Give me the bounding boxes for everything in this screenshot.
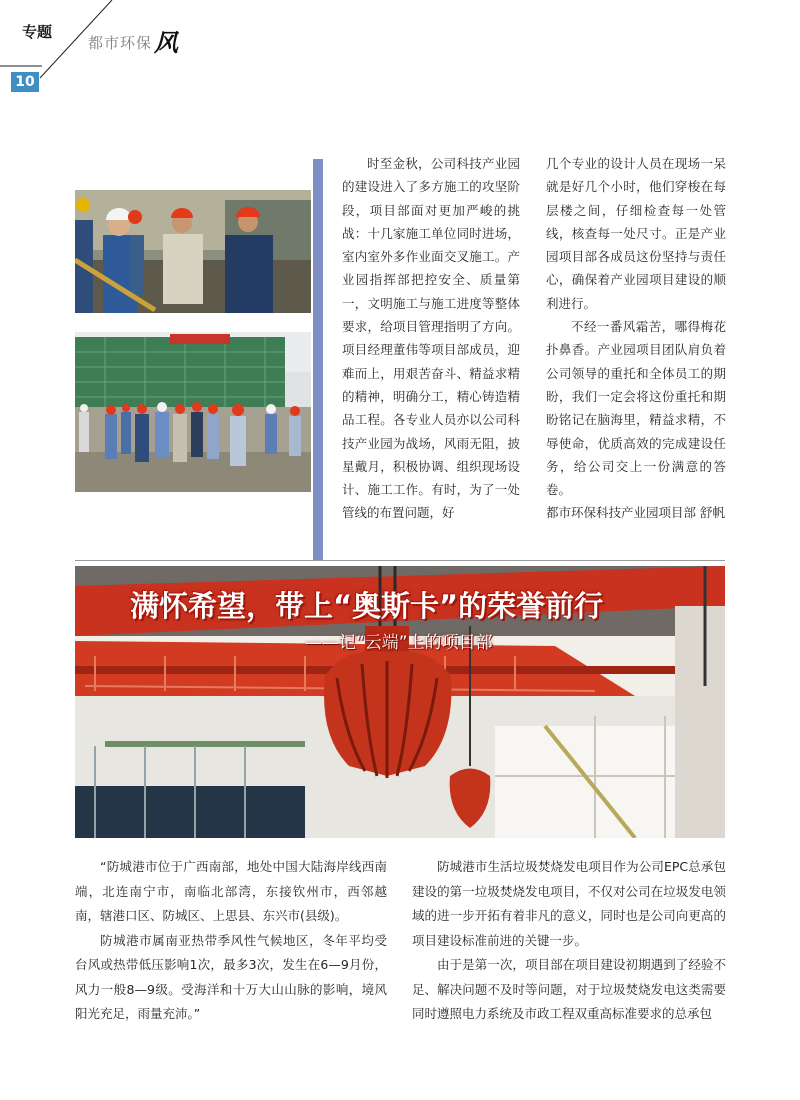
paragraph: 几个专业的设计人员在现场一呆就是好几个小时，他们穿梭在每层楼之间，仔细检查每一处管线，核查每一处尺寸。正是产业园项目部各成员这份坚持与责任心，确保着产业园项目建设的顺利进行。	[546, 156, 726, 311]
banner-subtitle: ——记“云端”上的项目部	[305, 633, 493, 653]
article-signature: 都市环保科技产业园项目部 舒帆	[546, 505, 725, 521]
paragraph: 由于是第一次，项目部在项目建设初期遇到了经验不足、解决问题不及时等问题，对于垃圾焚烧发电这类需要同时遵照电力系统及市政工程双重高标准要求的总承包	[412, 957, 726, 1021]
magazine-name: 都市环保	[88, 34, 153, 52]
page-number: 10	[11, 72, 39, 92]
paragraph: 时至金秋，公司科技产业园的建设进入了多方施工的攻坚阶段，项目部面对更加严峻的挑战：十几家施工单位同时进场，室内室外多作业面交叉施工。产业园指挥部把控安全、质量第一，文明施工与施工进度等整体要求，给项目管理指明了方向。项目经理董伟等项目部成员，迎难而上，用艰苦奋斗、精益求精的精神，明确分工，精心铸造精品工程。各专业人员亦以公司科技产业园为战场，风雨无阻，披星戴月，积极协调、组织现场设计、施工工作。有时，为了一处管线的布置问题，好	[342, 156, 520, 521]
paragraph: “防城港市位于广西南部，地处中国大陆海岸线西南端，北连南宁市，南临北部湾，东接钦州市，西邻越南，辖港口区、防城区、上思县、东兴市(县级)。	[75, 859, 387, 923]
section-divider	[75, 560, 725, 561]
banner-title: 满怀希望，带上“奥斯卡”的荣誉前行	[130, 589, 604, 623]
magazine-logo-mark: 风	[154, 28, 180, 57]
top-article-column-1	[342, 152, 520, 542]
photo-site-inspection	[75, 190, 311, 313]
bottom-article-column-2	[412, 855, 726, 1055]
top-article-column-2	[546, 152, 726, 542]
paragraph: 防城港市生活垃圾焚烧发电项目作为公司EPC总承包建设的第一垃圾焚烧发电项目，不仅对公司在垃圾发电领域的进一步开拓有着非凡的意义，同时也是公司向更高的项目建设标准前进的关键一步。	[412, 859, 726, 948]
column-accent-bar	[313, 159, 323, 560]
magazine-title	[88, 20, 179, 55]
bottom-article-column-1	[75, 855, 387, 1035]
photo-construction-site-group	[75, 332, 311, 492]
paragraph: 防城港市属南亚热带季风性气候地区，冬年平均受台风或热带低压影响1次，最多3次，发生在6—9月份，风力一般8—9级。受海洋和十万大山山脉的影响，境风阳光充足，雨量充沛。”	[75, 932, 387, 1021]
paragraph: 不经一番风霜苦，哪得梅花扑鼻香。产业园项目团队肩负着公司领导的重托和全体员工的期盼，我们一定会将这份重托和期盼铭记在脑海里，精益求精，不辱使命，优质高效的完成建设任务，给公司交上一份满意的答卷。	[546, 319, 726, 498]
section-label: 专题	[22, 23, 53, 41]
banner-image-crane	[75, 566, 725, 838]
